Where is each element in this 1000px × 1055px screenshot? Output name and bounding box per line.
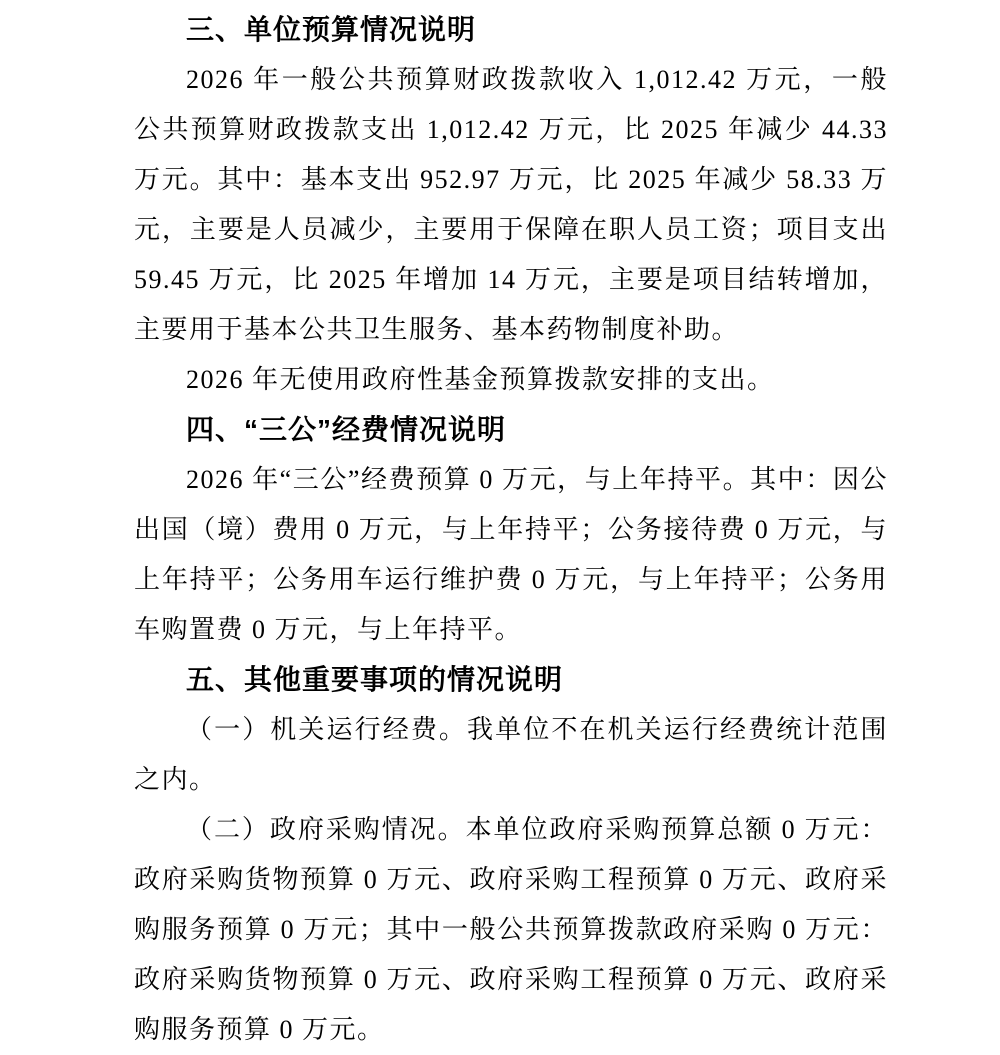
section-heading: 五、其他重要事项的情况说明 (186, 664, 564, 695)
body-paragraph: （二）政府采购情况。本单位政府采购预算总额 0 万元：政府采购货物预算 0 万元、政府采购工程预算 0 万元、政府采购服务预算 0 万元；其中一般公共预算拨款政府采购 0 万元：政府采购货物预算 0 万元、政府采购工程预算 0 万元、政府采购服务预算 0 万元。 (134, 815, 888, 1044)
section-heading: 四、“三公”经费情况说明 (186, 414, 507, 445)
body-paragraph: 2026 年“三公”经费预算 0 万元，与上年持平。其中：因公出国（境）费用 0 万元，与上年持平；公务接待费 0 万元，与上年持平；公务用车运行维护费 0 万元，与上年持平；公务用车购置费 0 万元，与上年持平。 (134, 465, 888, 644)
section-heading: 三、单位预算情况说明 (186, 14, 477, 45)
body-paragraph: （一）机关运行经费。我单位不在机关运行经费统计范围之内。 (134, 715, 888, 794)
body-paragraph: 2026 年无使用政府性基金预算拨款安排的支出。 (186, 365, 775, 394)
body-paragraph: 2026 年一般公共预算财政拨款收入 1,012.42 万元，一般公共预算财政拨款支出 1,012.42 万元，比 2025 年减少 44.33 万元。其中：基本支出 952.97 万元，比 2025 年减少 58.33 万元，主要是人员减少，主要用于保障在职人员工资；项目支出 59.45 万元，比 2025 年增加 14 万元，主要是项目结转增加，主要用于基本公共卫生服务、基本药物制度补助。 (134, 65, 888, 344)
